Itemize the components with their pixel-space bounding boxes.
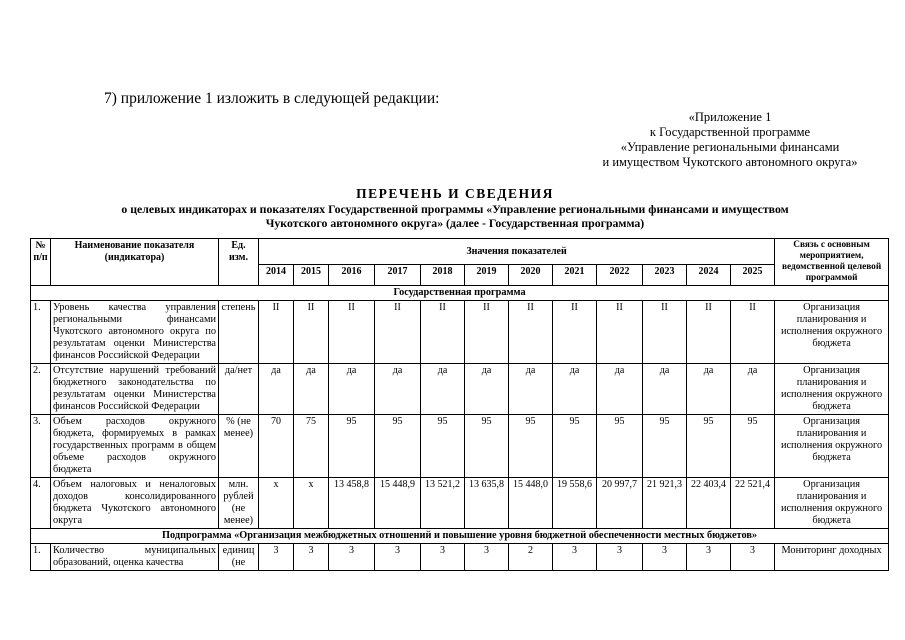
indicator-value: 13 635,8: [465, 478, 509, 529]
indicator-value: 3: [375, 544, 421, 571]
indicator-value: да: [421, 364, 465, 415]
year-header: 2023: [643, 265, 687, 286]
indicator-name: Количество муниципальных образований, оценка качества: [51, 544, 219, 571]
indicator-value: 95: [643, 415, 687, 478]
indicator-value: 3: [643, 544, 687, 571]
indicator-name: Уровень качества управления региональными финансами Чукотского автономного округа по результатам оценки Министерства финансов Российской Федерации: [51, 301, 219, 364]
indicator-value: II: [731, 301, 775, 364]
indicators-table: [30, 238, 889, 571]
year-header: 2019: [465, 265, 509, 286]
header-link: Связь с основным мероприятием, ведомственной целевой программой: [775, 239, 889, 286]
section-subprogram: Подпрограмма «Организация межбюджетных отношений и повышение уровня бюджетной обеспеченности местных бюджетов»: [31, 529, 889, 544]
intro-text: 7) приложение 1 изложить в следующей редакции:: [104, 90, 440, 107]
appendix-reference: [560, 110, 900, 170]
indicator-value: 95: [731, 415, 775, 478]
indicator-value: да: [553, 364, 597, 415]
indicator-value: 15 448,9: [375, 478, 421, 529]
indicator-value: 95: [687, 415, 731, 478]
year-header: 2024: [687, 265, 731, 286]
indicator-value: II: [421, 301, 465, 364]
indicator-value: да: [643, 364, 687, 415]
indicator-value: 75: [294, 415, 329, 478]
indicator-unit: степень: [219, 301, 259, 364]
year-header: 2022: [597, 265, 643, 286]
table-row: [31, 415, 889, 478]
indicator-value: 95: [421, 415, 465, 478]
indicator-value: 19 558,6: [553, 478, 597, 529]
indicator-value: II: [509, 301, 553, 364]
indicator-value: II: [329, 301, 375, 364]
indicator-value: II: [597, 301, 643, 364]
indicator-value: II: [465, 301, 509, 364]
indicator-value: 3: [421, 544, 465, 571]
row-number: 4.: [31, 478, 51, 529]
indicator-link: Организация планирования и исполнения окружного бюджета: [775, 364, 889, 415]
indicator-value: 2: [509, 544, 553, 571]
indicator-value: да: [731, 364, 775, 415]
indicator-value: да: [375, 364, 421, 415]
table-row: [31, 478, 889, 529]
indicator-value: 3: [597, 544, 643, 571]
header-unit: Ед. изм.: [219, 239, 259, 286]
indicator-value: 15 448,0: [509, 478, 553, 529]
section-state-program: Государственная программа: [31, 286, 889, 301]
row-number: 1.: [31, 544, 51, 571]
appendix-line: к Государственной программе: [649, 125, 811, 139]
indicator-value: 22 403,4: [687, 478, 731, 529]
indicator-value: 20 997,7: [597, 478, 643, 529]
header-values: Значения показателей: [259, 239, 775, 265]
row-number: 1.: [31, 301, 51, 364]
indicator-link: Организация планирования и исполнения окружного бюджета: [775, 301, 889, 364]
indicator-unit: % (не менее): [219, 415, 259, 478]
title-main: ПЕРЕЧЕНЬ И СВЕДЕНИЯ: [356, 186, 554, 201]
indicator-value: 3: [731, 544, 775, 571]
indicator-value: II: [643, 301, 687, 364]
indicator-name: Объем расходов окружного бюджета, формируемых в рамках государственных программ в общем объеме расходов окружного бюджета: [51, 415, 219, 478]
indicator-value: 95: [375, 415, 421, 478]
header-indicator-name: Наименование показателя (индикатора): [51, 239, 219, 286]
indicator-value: II: [294, 301, 329, 364]
indicator-link: Организация планирования и исполнения окружного бюджета: [775, 478, 889, 529]
indicator-value: 95: [597, 415, 643, 478]
indicator-value: х: [259, 478, 294, 529]
year-header: 2021: [553, 265, 597, 286]
indicator-unit: млн. рублей (не менее): [219, 478, 259, 529]
indicator-link: Мониторинг доходных: [775, 544, 889, 571]
indicator-value: да: [597, 364, 643, 415]
indicator-value: 3: [294, 544, 329, 571]
year-header: 2014: [259, 265, 294, 286]
year-header: 2015: [294, 265, 329, 286]
indicator-unit: да/нет: [219, 364, 259, 415]
indicator-value: 3: [465, 544, 509, 571]
indicator-value: 95: [329, 415, 375, 478]
indicator-value: 3: [687, 544, 731, 571]
indicator-value: да: [259, 364, 294, 415]
header-number: № п/п: [31, 239, 51, 286]
row-number: 3.: [31, 415, 51, 478]
table-row: [31, 364, 889, 415]
indicator-value: 70: [259, 415, 294, 478]
indicator-value: 21 921,3: [643, 478, 687, 529]
appendix-line: «Управление региональными финансами: [620, 140, 840, 154]
indicator-value: х: [294, 478, 329, 529]
row-number: 2.: [31, 364, 51, 415]
indicator-value: да: [687, 364, 731, 415]
indicator-value: II: [259, 301, 294, 364]
year-header: 2016: [329, 265, 375, 286]
year-header: 2018: [421, 265, 465, 286]
indicator-value: 3: [259, 544, 294, 571]
indicator-value: II: [553, 301, 597, 364]
indicator-value: 95: [509, 415, 553, 478]
indicator-value: да: [509, 364, 553, 415]
year-header: 2017: [375, 265, 421, 286]
indicator-value: II: [687, 301, 731, 364]
indicator-value: да: [465, 364, 509, 415]
table-row: [31, 301, 889, 364]
appendix-line: и имуществом Чукотского автономного округа»: [602, 155, 858, 169]
document-title: [60, 186, 850, 230]
title-line-2: Чукотского автономного округа» (далее - Государственная программа): [265, 216, 645, 230]
indicator-link: Организация планирования и исполнения окружного бюджета: [775, 415, 889, 478]
indicator-unit: единиц (не: [219, 544, 259, 571]
indicator-value: 22 521,4: [731, 478, 775, 529]
indicator-value: да: [294, 364, 329, 415]
appendix-line: «Приложение 1: [688, 110, 772, 124]
indicator-value: 3: [329, 544, 375, 571]
indicator-value: да: [329, 364, 375, 415]
indicator-value: II: [375, 301, 421, 364]
indicator-name: Отсутствие нарушений требований бюджетного законодательства по результатам оценки Министерства финансов Российской Федерации: [51, 364, 219, 415]
indicator-value: 13 521,2: [421, 478, 465, 529]
year-header: 2020: [509, 265, 553, 286]
indicator-value: 13 458,8: [329, 478, 375, 529]
indicator-value: 95: [465, 415, 509, 478]
indicator-value: 3: [553, 544, 597, 571]
year-header: 2025: [731, 265, 775, 286]
title-line-1: о целевых индикаторах и показателях Государственной программы «Управление региональными финансами и имуществом: [121, 202, 789, 216]
table-row: [31, 544, 889, 571]
indicator-name: Объем налоговых и неналоговых доходов консолидированного бюджета Чукотского автономного округа: [51, 478, 219, 529]
indicator-value: 95: [553, 415, 597, 478]
